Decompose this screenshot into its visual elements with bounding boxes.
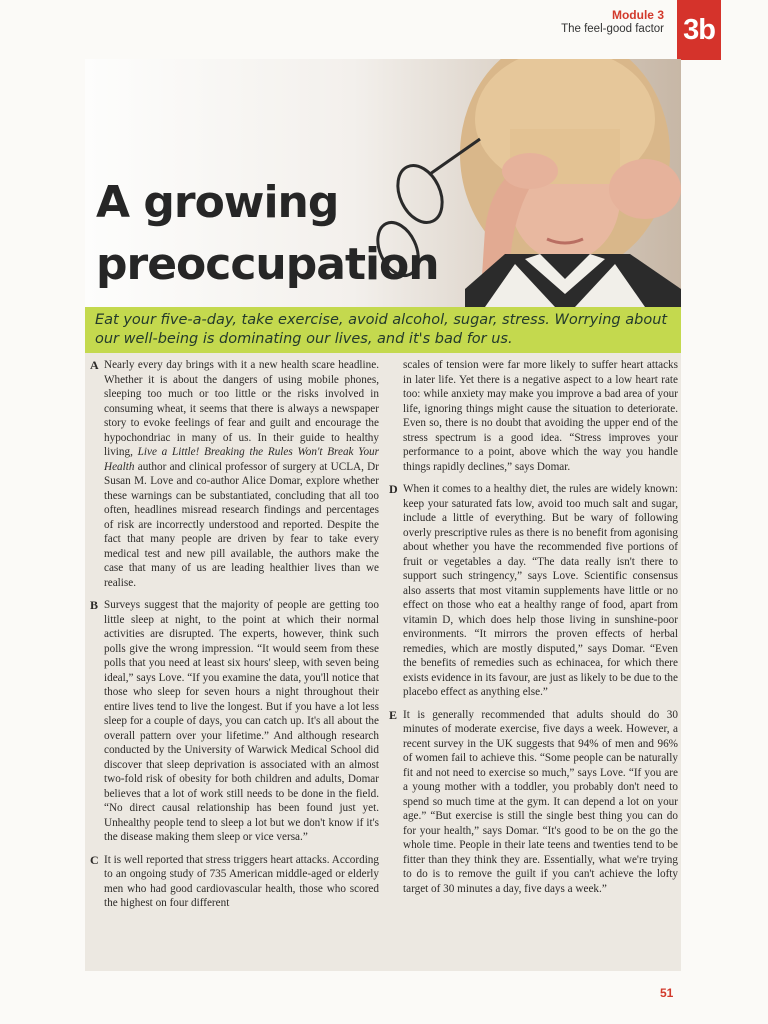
- section-text: Nearly every day brings with it a new health scare headline. Whether it is about the dangers of using mobile phones, sleeping too much or too little or the risks involved in consuming wheat, it seems that there is always a newspaper story to evoke feelings of fear and guilt and encourage the hypochondriac in many of us. In their guide to healthy living, Live a Little! Breaking the Rules Won't Break Your Health author and clinical professor of surgery at UCLA, Dr Susan M. Love and co-author Alice Domar, explore whether these warnings can be substantiated, concluding that all too often, headlines misread research findings and percentages of risk are incorrectly understood and reported. Despite the fact that many people are driven by fear to take every medical test and new pill available, the authors make the case that many of us are leading healthier lives than we realise.: [104, 359, 379, 589]
- section-text: scales of tension were far more likely to suffer heart attacks in later life. Yet there is a negative aspect to a low heart rate too: while anxiety may make you improve a bad area of your life, ignoring things might cause the situation to deteriorate. Even so, there is no doubt that avoiding the upper end of the stress spectrum is a good idea. “Stress improves your performance to a point, above which the way you handle things rapidly declines,” says Domar.: [403, 359, 678, 473]
- section-text: Surveys suggest that the majority of people are getting too little sleep at night, to the point at which their normal activities are disrupted. The experts, however, think such polls give the wrong impression. “It would seem from these polls that you need at least six hours' sleep, with seven being ideal,” says Love. “If you examine the data, you'll notice that those who sleep for seven hours a night throughout their entire lives tend to live the longest. But if you have a lot less sleep for a couple of days, you can catch up. It's all about the overall pattern over your lifetime.” And although research conducted by the University of Warwick Medical School did discover that sleep deprivation is associated with an almost two-fold risk of obesity for both children and adults, Domar believes that a lot of work still needs to be done in the field. “No direct causal relationship has been found just yet. Unhealthy people tend to sleep a lot but we don't know if it's the disease making them sleep or vice versa.”: [104, 599, 379, 843]
- article-body: [90, 358, 678, 966]
- headline-line-2: preoccupation: [96, 239, 439, 290]
- section-b: [90, 598, 379, 845]
- standfirst: Eat your five-a-day, take exercise, avoid alcohol, sugar, stress. Worrying about our well-being is dominating our lives, and it's bad for us.: [85, 307, 681, 353]
- section-letter: A: [90, 358, 99, 372]
- section-text: It is well reported that stress triggers heart attacks. According to an ongoing study of 735 American middle-aged or elderly men who had good cardiovascular health, those who scored the highest on four different: [104, 853, 379, 909]
- module-number: Module 3: [611, 8, 664, 22]
- section-letter: E: [389, 707, 398, 722]
- headline-line-1: A growing: [96, 177, 339, 228]
- section-d: [389, 482, 678, 700]
- book-title: Live a Little! Breaking the Rules Won't Break Your Health: [104, 446, 379, 473]
- page-number: 51: [660, 986, 674, 1000]
- right-column: [389, 358, 678, 966]
- module-subtitle: The feel-good factor: [561, 23, 664, 35]
- section-c: [90, 853, 379, 911]
- section-text: It is generally recommended that adults should do 30 minutes of moderate exercise, five days a week. However, a recent survey in the UK suggests that 94% of men and 96% of women fail to achieve this. “Some people can be naturally fit and not need to exercise so much,” says Love. “If you are a young mother with a toddler, you probably don't need to spend so much time at the gym. It can depend a lot on your age.” “But exercise is still the single best thing you can do for your health,” says Domar. “It's good to be on the go the whole time. People in their late teens and twenties tend to be fitter than they think they are. Essentially, what we're trying to do is to remove the guilt if you can't achieve the lofty target of 30 minutes a day, five days a week.”: [403, 708, 678, 895]
- section-a: [90, 358, 379, 590]
- article-headline: [96, 172, 439, 296]
- section-e: [389, 708, 678, 897]
- section-letter: C: [90, 852, 99, 867]
- module-label: [561, 8, 664, 36]
- unit-badge: 3b: [677, 0, 721, 60]
- section-letter: D: [389, 482, 398, 496]
- section-text: When it comes to a healthy diet, the rules are widely known: keep your saturated fats low, avoid too much salt and sugar, include a little of everything. But be wary of following overly prescriptive rules as there is no benefit from agonising about whether you have the recommended five portions of fruit or vegetables a day. “The data really isn't there to support such stringency,” says Love. Scientific consensus also asserts that most vitamin supplements have little or no effect on those who eat a healthy range of food, apart from vitamin D, which does help those living in sunshine-poor environments. “It mirrors the proven effects of herbal remedies, which are mostly disputed,” says Domar. “Even the benefits of remedies such as echinacea, for which there exists evidence in its favour, are just as likely to be due to the placebo effect as anything else.”: [403, 483, 678, 698]
- left-column: [90, 358, 379, 966]
- section-c-continued: [389, 358, 678, 474]
- section-letter: B: [90, 598, 99, 612]
